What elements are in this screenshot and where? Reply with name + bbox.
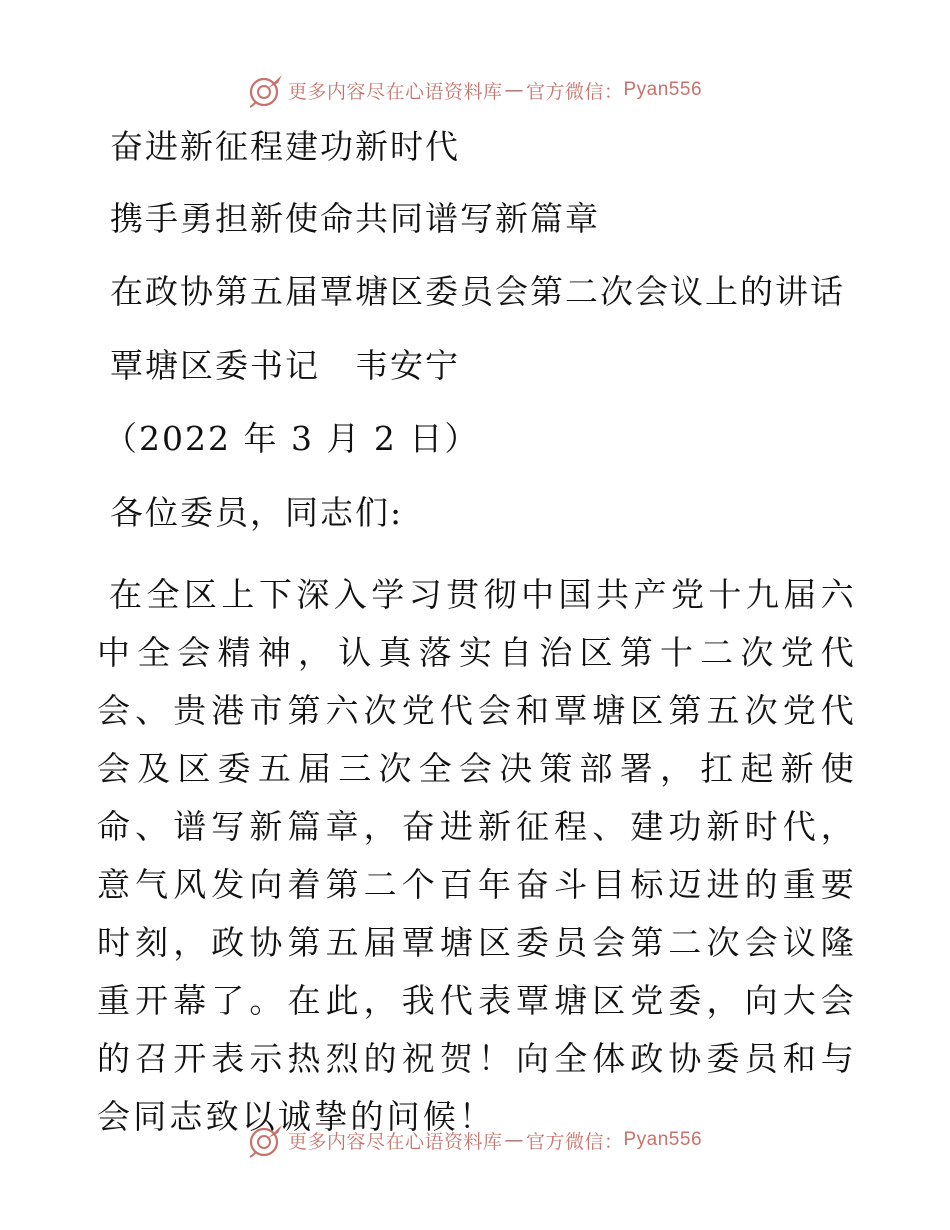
watermark-header [0,70,950,110]
watermark-separator: — [504,1129,524,1151]
title-line-2: 携手勇担新使命共同谱写新篇章 [110,199,600,238]
watermark-separator: — [504,79,524,101]
quill-logo-icon [248,72,284,108]
watermark-text: 更多内容尽在心语资料库 [287,80,503,103]
quill-logo-icon [248,1122,284,1158]
watermark-text: 更多内容尽在心语资料库 [287,1130,503,1153]
watermark-wechat-id: Pyan556 [623,1129,703,1150]
watermark-wechat-label: 官方微信： [525,1130,624,1153]
watermark-wechat-id: Pyan556 [623,79,703,100]
title-line-1: 奋进新征程建功新时代 [110,127,460,166]
watermark-wechat-label: 官方微信： [525,80,624,103]
watermark-footer [0,1120,950,1160]
speech-date: （2022 年 3 月 2 日） [104,419,480,458]
speaker-line: 覃塘区委书记 韦安宁 [110,346,460,385]
salutation: 各位委员，同志们: [110,493,404,532]
speech-subtitle: 在政协第五届覃塘区委员会第二次会议上的讲话 [110,272,845,311]
body-paragraph: 在全区上下深入学习贯彻中国共产党十九届六中全会精神，认真落实自治区第十二次党代会、贵港市第六次党代会和覃塘区第五次党代会及区委五届三次全会决策部署，扛起新使命、谱写新篇章，奋进新征程、建功新时代，意气风发向着第二个百年奋斗目标迈进的重要时刻，政协第五届覃塘区委员会第二次会议隆重开幕了。在此，我代表覃塘区党委，向大会的召开表示热烈的祝贺！向全体政协委员和与会同志致以诚挚的问候！ [97,575,857,1136]
